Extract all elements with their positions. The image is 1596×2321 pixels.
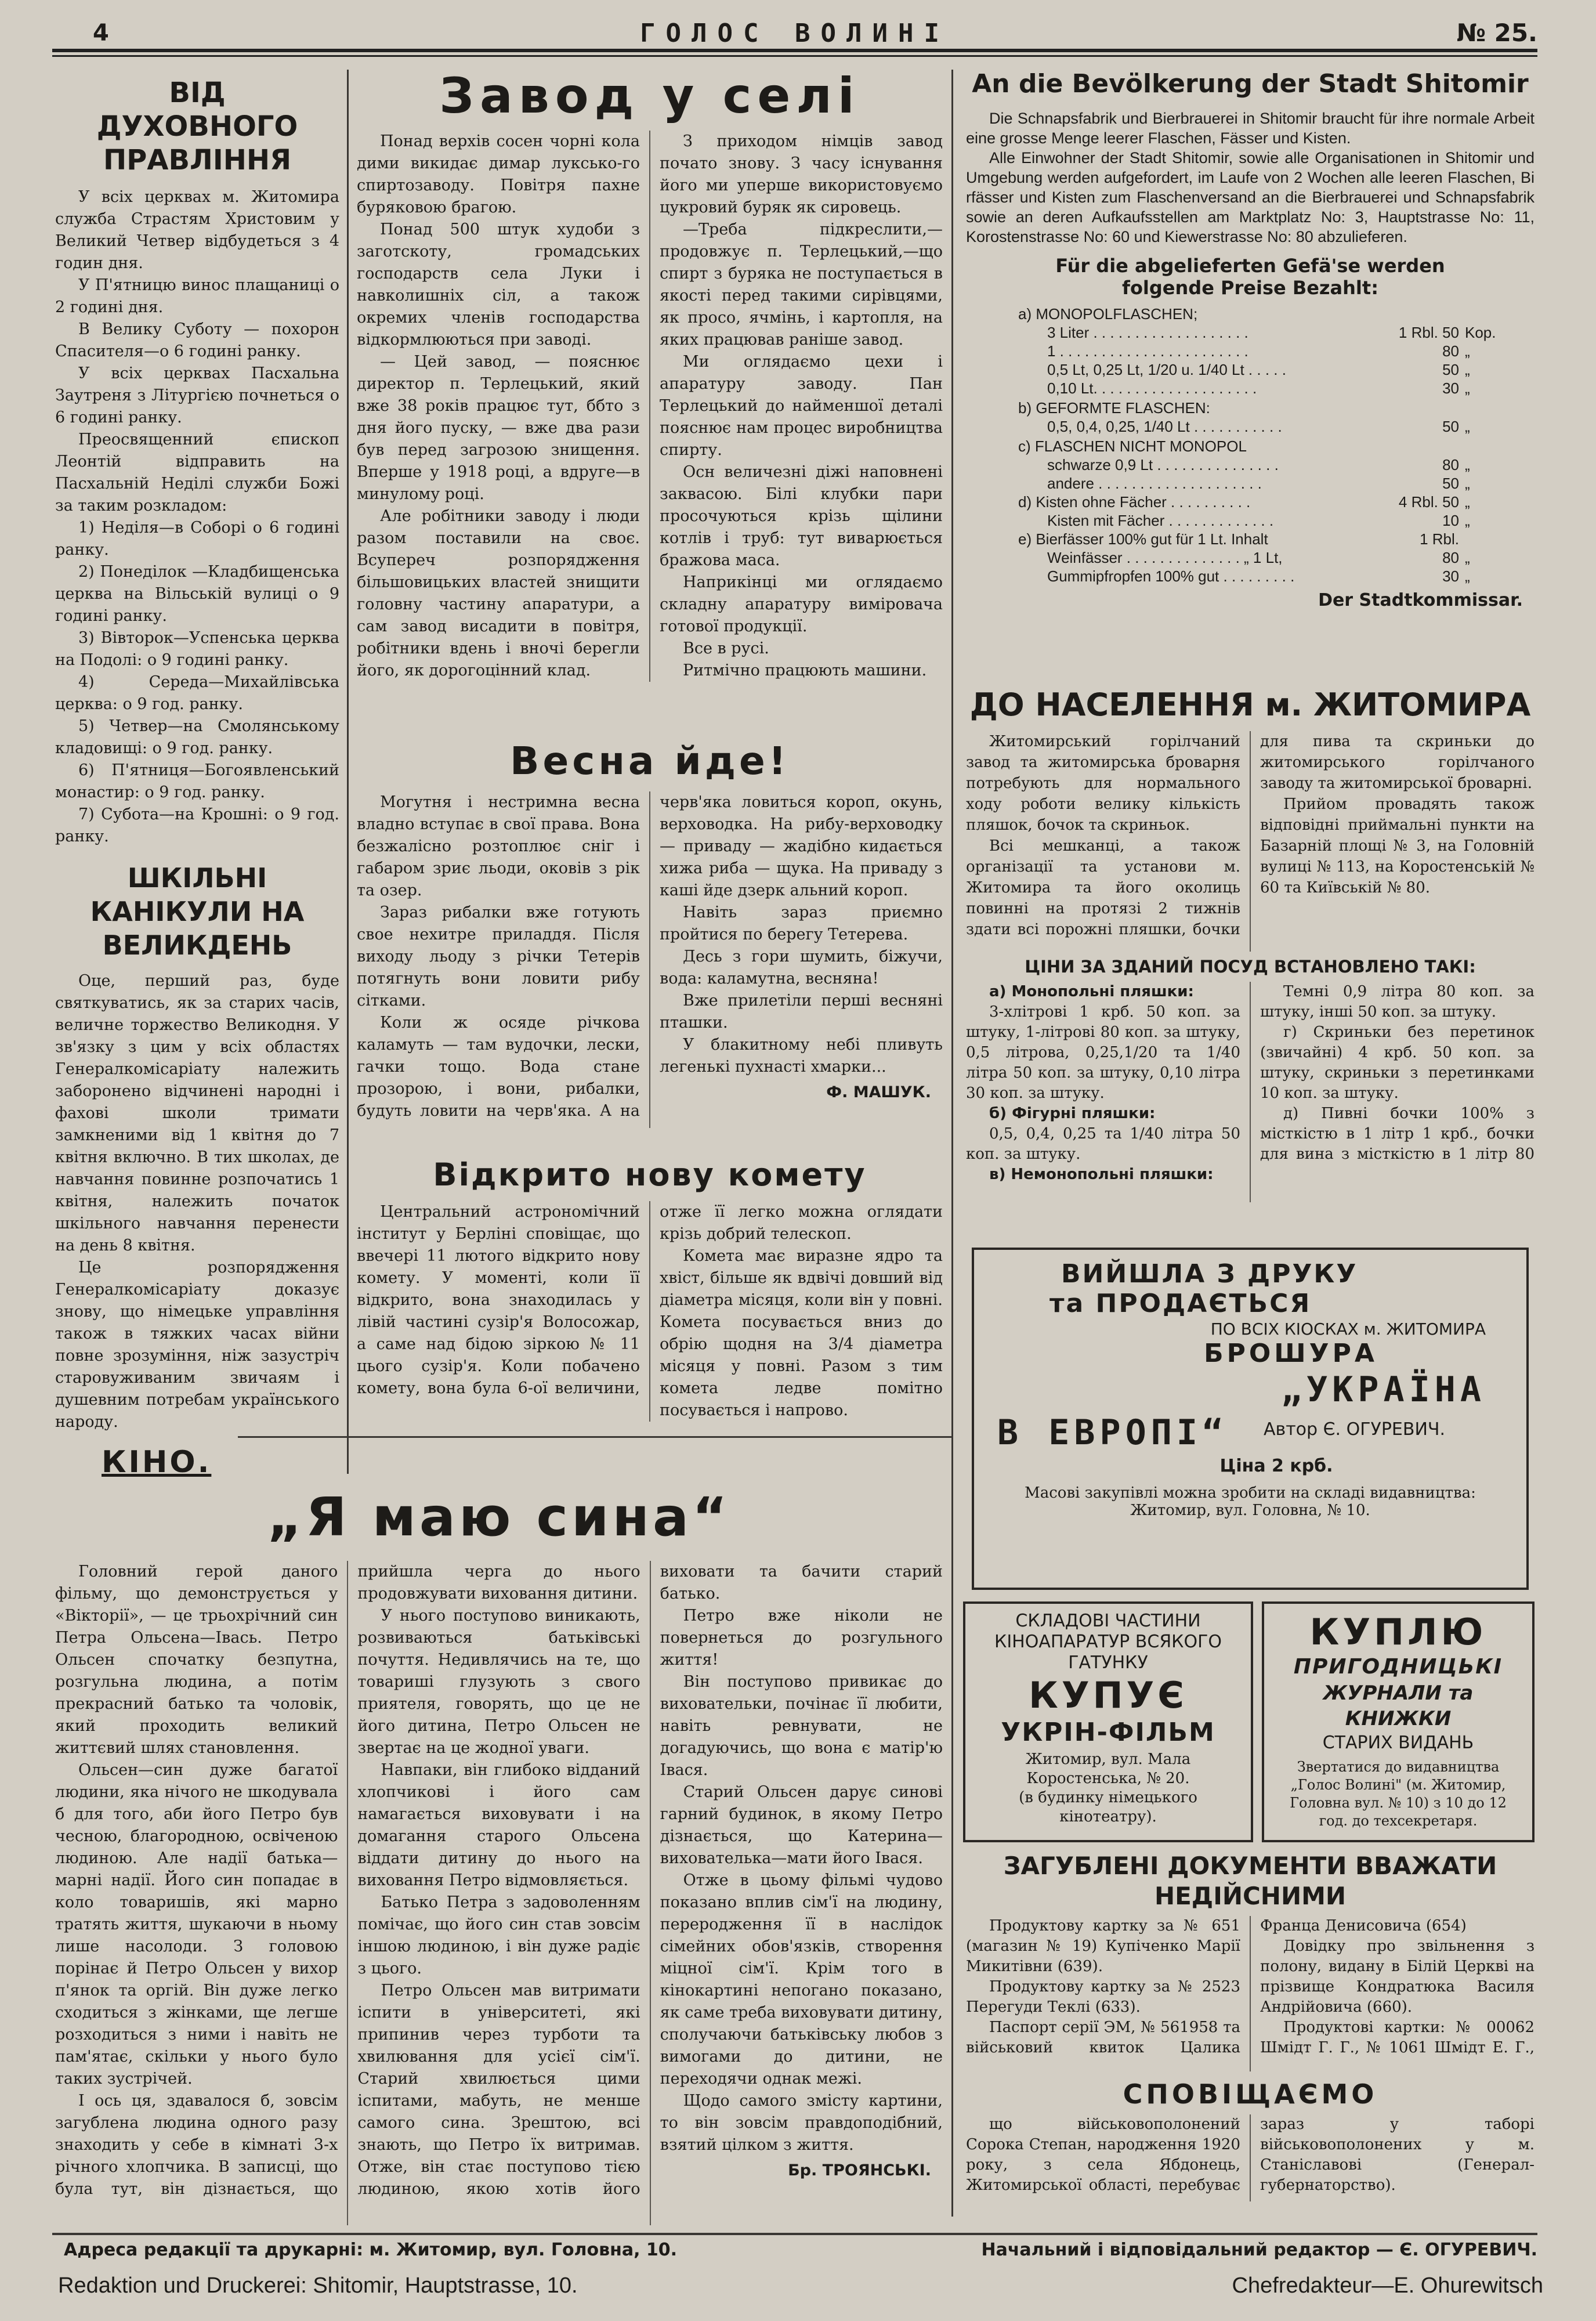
ad-kino-line3: УКРІН-ФІЛЬМ [1001, 1718, 1215, 1747]
ad-brochure-line4: БРОШУРА [1204, 1339, 1378, 1368]
paragraph: Понад верхів сосен чорні кола дими викидає димар луксько-го спиртозаводу. Повітря пахне буряковою брагою. [357, 132, 640, 216]
paragraph: Alle Einwohner der Stadt Shitomir, sowie alle Organisationen in Shitomir und Umgebung werden aufgefordert, im Laufe von 2 Wochen alle leeren Flaschen, Bi rfässer und Kisten zum Flaschenversand an die Bierbrauerei und Schnapsfabrik sowie an deren Aufkaufsstellen am Marktplatz No: 3, Hauptstrasse No: 11, Korostenstrasse No: 60 und Kiewerstrasse No: 80 abzulieferen. [966, 149, 1535, 245]
ad-kuplu-line1: КУПЛЮ [1309, 1611, 1487, 1653]
paragraph: Житомирський горілчаний завод та житомирська броварня потребують для нормального ходу роботи велику кількість пляшок, бочок та скриньок. [966, 733, 1240, 834]
price-category: в) Немонопольні пляшки: [989, 1166, 1214, 1183]
article-zavod [357, 67, 943, 728]
german-price-list [966, 305, 1535, 585]
paragraph: І ось ця, здавалося б, зовсім загублена людина одного разу знаходить у себе в кімнаті 3-х річного хлопчика. В записці, що була тут, він дізнається, що прийшла черга до нього продовжувати виховання дитини. [55, 1563, 640, 2198]
paragraph: Наприкінці ми оглядаємо складну апаратуру виміровача готової продукції. [660, 573, 943, 635]
paragraph: З приходом німців завод почато знову. З часу існування його ми уперше використовуємо цукровий буряк як сировець. [660, 132, 943, 216]
article-kino [55, 1445, 943, 2231]
paragraph: Оце, перший раз, буде святкуватись, як за старих часів, величне торжество Великодня. У зв'язку з цим у всіх областях Генералкомісаріату належить заборонено відчинені народні і фахові школи тримати замкненими від 1 квітня до 7 квітня включно. В тих школах, де навчання повинне розпочатись 1 квітня, належить початок шкільного навчання перенести на день 8 квітня. [55, 972, 339, 1255]
paragraph: 7) Субота—на Крошні: о 9 год. ранку. [55, 805, 339, 845]
price-line: г) Скриньки без перетинок (звичайні) 4 крб. 50 коп. за штуку, скриньки з перетинками 10 коп. за штуку. [1260, 1024, 1535, 1102]
column-rule-1 [347, 70, 349, 1474]
paragraph: —Треба підкреслити,—продовжує п. Терлецький,—що спирт з буряка не поступається в якості перед такими сирівцями, як просо, ячмінь, і картопля, на яких працював раніше завод. [660, 220, 943, 349]
kino-label: КІНО. [102, 1445, 212, 1480]
price-row: schwarze 0,9 Lt . . . . . . . . . . . . . . . 80 „ [1047, 456, 1470, 473]
article-vesna-author: Ф. МАШУК. [826, 1083, 931, 1101]
article-kometa [357, 1155, 943, 1427]
german-notice-body [966, 109, 1535, 247]
paragraph: Щодо самого змісту картини, то він зовсім правдоподібний, взятий цілком з життя. [660, 2092, 943, 2154]
issue-number: № 25. [1456, 19, 1537, 47]
paragraph: Навіть зараз приємно пройтися по берегу Тетерева. [660, 903, 943, 943]
german-notice-signature: Der Stadtkommissar. [1318, 590, 1523, 610]
paragraph: У нього поступово виникають, розвиваються батьківські почуття. Недивлячись на те, що товариші глузують з свого приятеля, говорять, що це не його дитина, Петро Ольсен не звертає на це жодної уваги. [357, 1607, 640, 1757]
ad-brochure-line3: ПО ВСІХ КІОСКАХ м. ЖИТОМИРА [1210, 1319, 1486, 1339]
ad-kuplu [1262, 1601, 1535, 1842]
ad-brochure-note2: Житомир, вул. Головна, № 10. [1130, 1502, 1370, 1519]
lost-documents-title: ЗАГУБЛЕНІ ДОКУМЕНТИ ВВАЖАТИ НЕДІЙСНИМИ [1003, 1852, 1497, 1910]
paragraph: Прийом провадять також відповідні приймальні пункти на Базарній площі № 3, на Головній вулиці № 113, на Коростенській № 60 та Київській № 80. [1260, 796, 1535, 896]
paragraph: Зараз рибалки вже готують свое нехитре приладдя. Після виходу льоду з річки Тетерів потягнуть вони ловити рибу сітками. [357, 903, 640, 1010]
german-notice-title: An die Bevölkerung der Stadt Shitomir [972, 69, 1529, 99]
lost-documents [966, 1851, 1535, 2071]
paragraph: Продуктові картки: № 00062 Шмідт Г. Г., № 1061 Шмідт Е. Г., [1260, 2019, 1535, 2056]
price-category: b) GEFORMTE FLASCHEN: [1018, 399, 1210, 417]
paragraph: Батько Петра з задоволенням помічає, що його син став зовсім іншою людиною, і він дуже радіє з цього. [357, 1893, 640, 1977]
paragraph: Ритмічно працюють машини. [683, 661, 927, 679]
paragraph: Старий Ольсен дарує синові гарний будинок, в якому Петро дізнається, що Катерина—вихователька—мати його Івася. [660, 1783, 943, 1867]
paragraph: Осн величезні діжі наповнені заквасою. Білі клубки пари просочуються крізь щілини котлів і труб: тут виварюється бражова маса. [660, 463, 943, 569]
price-row: d) Kisten ohne Fächer . . . . . . . . . . 4 Rbl. 50 „ [1018, 493, 1470, 511]
paragraph: У П'ятницю винос плащаниці о 2 годині дня. [55, 276, 339, 316]
article-kometa-title: Відкрито нову комету [433, 1156, 867, 1193]
price-line: Темні 0,9 літра 80 коп. за штуку, інші 50 коп. за штуку. [1260, 983, 1535, 1021]
paragraph: що військовополонений Сорока Степан, народження 1920 року, з села Ябдонець, Житомирської області, перебуває зараз у таборі військовополонених у м. Станіславові (Генерал-губернаторство). [966, 2116, 1535, 2194]
paragraph: Комета має виразне ядро та хвіст, більше як вдвічі довший від діаметра місяця, коли він у повні. Комета посувається вниз до обрію щодня на 3/4 діаметра місяця у повні. Разом з тим комета ледве помітно посувається і напрово. [660, 1247, 943, 1419]
ad-kino-line1: СКЛАДОВІ ЧАСТИНИ КІНОАПАРАТУР ВСЯКОГО ГАТУНКУ [994, 1611, 1222, 1673]
paragraph: Паспорт серії ЭМ, № 561958 та військовий квиток Цалика Франца Денисовича (654) [966, 1917, 1467, 2056]
paragraph: У всіх церквах Пасхальна Заутреня з Літургією почнеться о 6 годині ранку. [55, 364, 339, 426]
masthead-title: ГОЛОС ВОЛИНІ [640, 19, 950, 48]
paragraph: Продуктову картку за № 651 (магазин № 19) Купіченко Марії Микитівни (639). [966, 1917, 1240, 1975]
ad-kino-line4: Житомир, вул. Мала Коростенська, № 20. [1025, 1751, 1191, 1787]
german-notice-subtitle: Für die abgelieferten Gefä'se werden folgende Preise Bezahlt: [1055, 255, 1445, 299]
ad-kino-parts [963, 1601, 1253, 1842]
lost-documents-body [966, 1916, 1535, 2071]
ukrainian-notice-title: ДО НАСЕЛЕННЯ м. ЖИТОМИРА [969, 686, 1531, 723]
article-duhovne-title: ВІД ДУХОВНОГО ПРАВЛІННЯ [96, 77, 298, 176]
spovishchaemo-body [966, 2114, 1535, 2201]
price-line: 0,5, 0,4, 0,25 та 1/40 літра 50 коп. за штуку. [966, 1125, 1240, 1163]
paragraph: У блакитному небі пливуть легенькі пухнасті хмарки... [660, 1036, 943, 1076]
price-row: 0,5, 0,4, 0,25, 1/40 Lt . . . . . . . . . . . 50 „ [1047, 418, 1470, 435]
paragraph: Ми оглядаємо цехи і апаратуру заводу. Пан Терлецький до найменшої деталі пояснює нам процес виробництва спирту. [660, 353, 943, 459]
footer-rule [52, 2233, 1537, 2235]
masthead-rule [52, 49, 1537, 57]
price-row: 1 . . . . . . . . . . . . . . . . . . . . . . . 80 „ [1047, 342, 1470, 360]
price-row: Gummipfropfen 100% gut . . . . . . . . . 30 „ [1047, 567, 1470, 585]
footer-address-ua: Адреса редакції та друкарні: м. Житомир, вул. Головна, 10. [64, 2240, 678, 2260]
price-row: 3 Liter . . . . . . . . . . . . . . . . . . . 1 Rbl. 50 Kop. [1047, 324, 1496, 341]
column-rule-2 [951, 70, 953, 2217]
paragraph: Десь з гори шумить, біжучи, вода: каламутна, весняна! [660, 948, 943, 988]
price-category: б) Фігурні пляшки: [989, 1105, 1156, 1122]
paragraph: Ольсен—син дуже багатої людини, яка нічого не шкодувала б для того, аби його Петро був чесною, благородною, освіченою людиною. Але надії батька—марні надії. Його син попадає в коло товаришів, які марно тратять життя, шукаючи в ньому лише насолоди. З головою порінає й Петро Ольсен у вихор п'янок та оргій. Він дуже легко сходиться з жінками, ще легше розходиться з ними і навіть не пам'ятає, скільки у нього було таких зустрічей. [55, 1761, 338, 2088]
paragraph: Але робітники заводу і люди разом поставили на своє. Всупереч розпорядження більшовицьких властей знищити головну частину апаратури, а сам завод висадити в повітря, робітники вдень і вночі берегли його, як дорогоцінний клад. [357, 507, 640, 679]
article-kanikuly [55, 859, 339, 1439]
paragraph: Всі мешканці, а також організації та установи м. Житомира та його околиць повинні на протязі 2 тижнів здати всі порожні пляшки, бочки для пива та скриньки до житомирського горілчаного заводу та житомирської броварні. [966, 733, 1535, 938]
article-zavod-title: Завод у селі [439, 67, 860, 124]
ad-kino-line2: КУПУЄ [1029, 1674, 1188, 1716]
price-row: 0,10 Lt. . . . . . . . . . . . . . . . . . . . 30 „ [1047, 379, 1470, 397]
paragraph: Преосвященний єпископ Леонтій відправить на Пасхальній Неділі служби Божі за таким розкладом: [55, 431, 339, 515]
paragraph: В Велику Суботу — похорон Спасителя—о 6 годині ранку. [55, 320, 339, 360]
paragraph: У всіх церквах м. Житомира служба Страстям Христовим у Великий Четвер відбудеться з 4 годин дня. [55, 188, 339, 272]
paragraph: Довідку про звільнення з полону, видану в Білій Церкві на прізвище Кондратюка Василя Андрійовича (660). [1260, 1937, 1535, 2016]
paragraph: Могутня і нестримна весна владно вступає в свої права. Вона безжалісно розтоплює сніг і габаром зриє льоди, оковів з рік та озер. [357, 793, 640, 899]
footer-editor-ua: Начальний і відповідальний редактор — Є. ОГУРЕВИЧ. [981, 2240, 1537, 2260]
article-zavod-body [357, 131, 943, 682]
ad-brochure-line5: „УКРАЇНА [1281, 1369, 1486, 1410]
paragraph: 3) Вівторок—Успенська церква на Подолі: о 9 годині ранку. [55, 629, 339, 669]
price-category: c) FLASCHEN NICHT MONOPOL [1018, 438, 1247, 455]
ad-brochure-line2: та ПРОДАЄТЬСЯ [1049, 1289, 1312, 1318]
article-kino-title: „Я маю сина“ [267, 1486, 731, 1548]
paragraph: Він поступово привикає до виховательки, почінає її любити, навіть ревнувати, не догадуючись, що вона є матір'ю Івася. [660, 1673, 943, 1779]
page-number: 4 [93, 20, 109, 46]
price-row: 0,5 Lt, 0,25 Lt, 1/20 u. 1/40 Lt . . . . . 50 „ [1047, 361, 1470, 378]
article-vesna [357, 737, 943, 1143]
ad-kuplu-line5: Звертатися до видавництва „Голос Волині" (м. Житомир, Головна вул. № 10) з 10 до 12 год. до техсекретаря. [1290, 1759, 1507, 1829]
price-category: а) Монопольні пляшки: [989, 983, 1194, 1000]
paragraph: Навпаки, він глибоко відданий хлопчикові і його сам намагається виховувати і на домагання старого Ольсена віддати дитину до нього на виховання Петро відмовляється. [357, 1761, 640, 1889]
paragraph: Отже в цьому фільмі чудово показано вплив сім'ї на людину, переродження її в наслідок сімейних обов'язків, створення міцної сім'ї. Крім того в кінокартині непогано показано, як саме треба виховувати дитину, сполучаючи батьківську любов з вимогами до дитини, не переходячи однак межі. [660, 1871, 943, 2088]
paragraph: Все в русі. [683, 639, 769, 657]
price-row: e) Bierfässer 100% gut für 1 Lt. Inhalt 1 Rbl. [1018, 530, 1459, 548]
price-row: Weinfässer . . . . . . . . . . . . . . „ 1 Lt, 80 „ [1047, 549, 1470, 566]
ad-kuplu-line4: СТАРИХ ВИДАНЬ [1322, 1733, 1474, 1753]
price-line: д) Пивні бочки 100% з місткістю в 1 літр 1 крб., бочки для вина з місткістю в 1 літр 80 [1260, 1105, 1535, 1163]
article-vesna-title: Весна йде! [510, 739, 790, 783]
paragraph: Центральний астрономічний інститут у Берліні сповіщає, що ввечері 11 лютого відкрито нову комету. У моменті, коли її відкрито, вона знаходилась у лівій частині сузір'я Волосожар, а саме над бідою зіркою № 11 цього сузір'я. Коли побачено комету, вона була 6-ої величини, отже її легко можна оглядати крізь добрий телескоп. [357, 1203, 943, 1397]
article-duhovne [55, 73, 339, 847]
ad-brochure-line6: В ЕВРОПІ“ [997, 1412, 1228, 1453]
paragraph: 1) Неділя—в Соборі о 6 годині ранку. [55, 519, 339, 559]
ukrainian-notice [966, 685, 1535, 1230]
article-kometa-body [357, 1201, 943, 1422]
paragraph: Головний герой даного фільму, що демонструється у «Вікторії», — це трьохрічний син Петра Ольсена—Івась. Петро Ольсен спочатку безпутна, розгульна людина, а потім прекрасний батько та чоловік, який проходить великий життєвий шлях становлення. [55, 1563, 338, 1757]
paragraph: Петро вже ніколи не повернеться до розгульного життя! [660, 1607, 943, 1669]
ad-brochure-note1: Масові закупівлі можна зробити на складі видавництва: [1025, 1484, 1476, 1502]
paragraph: Коли ж осяде річкова каламуть — там вудочки, лески, гачки тощо. Вода стане прозорою, і вони, рибалки, будуть ловити на черв'яка. А на черв'яка ловиться короп, окунь, верховодка. На рибу-верховодку — приваду — жадібно кидається хижа риба — щука. На приваду з каші йде дзерк альний короп. [357, 793, 943, 1120]
paragraph: Понад 500 штук худоби з заготскоту, громадських господарств села Луки і навколишніх сіл, а також окремих членів господарства відкормлюються при заводі. [357, 220, 640, 349]
price-category: a) MONOPOLFLASCHEN; [1018, 305, 1198, 323]
paragraph: 6) П'ятниця—Богоявленський монастир: о 9 год. ранку. [55, 761, 339, 801]
ad-brochure-line1: ВИЙШЛА З ДРУКУ [1061, 1259, 1358, 1289]
article-duhovne-body [55, 186, 339, 847]
ad-kuplu-line2: ПРИГОДНИЦЬКІ [1293, 1655, 1503, 1679]
ad-brochure-price: Ціна 2 крб. [1219, 1456, 1333, 1476]
footer-address-de: Redaktion und Druckerei: Shitomir, Hauptstrasse, 10. [58, 2273, 578, 2298]
paragraph: 4) Середа—Михайлівська церква: о 9 год. ранку. [55, 673, 339, 713]
ad-kuplu-line3: ЖУРНАЛИ та КНИЖКИ [1323, 1682, 1474, 1730]
german-notice [966, 67, 1535, 676]
section-rule [238, 1436, 951, 1438]
ukrainian-notice-body [966, 731, 1535, 952]
article-kino-body [55, 1561, 943, 2225]
price-row: Kisten mit Fächer . . . . . . . . . . . . . 10 „ [1047, 512, 1470, 529]
ad-kino-line5: (в будинку німецького кінотеатру). [1019, 1789, 1197, 1825]
price-row: andere . . . . . . . . . . . . . . . . . . . . 50 „ [1047, 475, 1470, 492]
ukrainian-notice-subtitle: ЦІНИ ЗА ЗДАНИЙ ПОСУД ВСТАНОВЛЕНО ТАКІ: [1025, 957, 1476, 977]
ad-brochure [972, 1248, 1529, 1590]
paragraph: 5) Четвер—на Смолянському кладовищі: о 9 год. ранку. [55, 717, 339, 757]
paragraph: — Цей завод, — пояснює директор п. Терлецький, який вже 38 років працює тут, ббто з дня його пуску, — вже два рази був перед загрозою знищення. Вперше у 1918 році, а вдруге—в минулому році. [357, 353, 640, 503]
paragraph: Die Schnapsfabrik und Bierbrauerei in Shitomir braucht für ihre normale Arbeit eine grosse Menge leerer Flaschen, Fässer und Kisten. [966, 110, 1535, 147]
article-kino-author: Бр. ТРОЯНСЬКІ. [788, 2161, 931, 2179]
paragraph: Петро Ольсен мав витримати іспити в університеті, які припинив через турботи та хвилювання для усієї сім'ї. Старий хвилюється цими іспитами, мабуть, не менше самого сина. Зрештою, всі знають, що Петро їх витримав. Отже, він стає поступово тією людиною, якою хотів його виховати та бачити старий батько. [357, 1563, 943, 2198]
paragraph: Вже прилетіли перші весняні пташки. [660, 992, 943, 1032]
footer-editor-de: Chefredakteur—E. Ohurewitsch [1232, 2273, 1543, 2298]
ukrainian-price-list [966, 982, 1535, 1202]
paragraph: Це розпорядження Генералкомісаріату доказує знову, що німецьке управління також в тяжких часах війни повне зрозуміння, ніж зазустріч старовуживаним звичаям і душевним потребам українського народу. [55, 1259, 339, 1431]
spovishchaemo [966, 2077, 1535, 2228]
masthead [52, 16, 1537, 51]
spovishchaemo-title: СПОВІЩАЄМО [1123, 2078, 1378, 2110]
article-vesna-body [357, 791, 943, 1128]
ad-brochure-author: Автор Є. ОГУРЕВИЧ. [1264, 1419, 1445, 1440]
article-kanikuly-title: ШКІЛЬНІ КАНІКУЛИ НА ВЕЛИКДЕНЬ [90, 862, 305, 961]
paragraph: Продуктову картку за № 2523 Перегуди Теклі (633). [966, 1978, 1240, 2016]
paragraph: 2) Понеділок —Кладбищенська церква на Вільській вулиці о 9 годині ранку. [55, 563, 339, 625]
price-line: 3-хлітрові 1 крб. 50 коп. за штуку, 1-літрові 80 коп. за штуку, 0,5 літрова, 0,25,1/20 та 1/40 літра 50 коп. за штуку, 0,10 літра 30 коп. за штуку. [966, 1003, 1240, 1102]
article-kanikuly-body [55, 970, 339, 1433]
